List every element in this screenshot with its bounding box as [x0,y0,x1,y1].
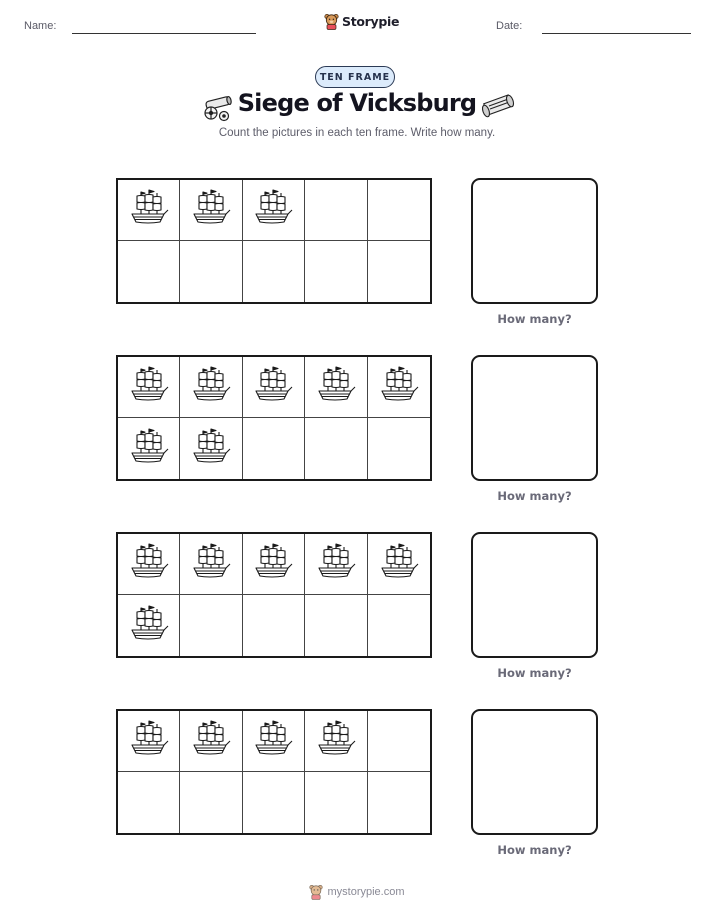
sailing-ship-icon [253,719,293,763]
ten-frame-4 [116,709,432,835]
sailing-ship-icon [191,188,231,232]
ten-frame-cell [118,772,180,833]
bear-mascot-icon [309,884,323,900]
sailing-ship-icon [191,427,231,471]
footer-url: mystorypie.com [327,886,405,898]
sailing-ship-icon [379,542,419,586]
storypie-logo [324,13,399,30]
ten-frame-cell [118,534,180,595]
sailing-ship-icon [191,542,231,586]
sailing-ship-icon [379,365,419,409]
ten-frame-cell [243,357,305,418]
page-title: Siege of Vicksburg [237,89,477,117]
sailing-ship-icon [129,188,169,232]
ten-frame-cell [243,711,305,772]
ten-frame-cell [368,711,430,772]
ten-frame-cell [243,241,305,302]
ten-frame-cell [180,241,242,302]
sailing-ship-icon [316,365,356,409]
footer [0,884,714,900]
sailing-ship-icon [129,365,169,409]
ten-frame-cell [243,418,305,479]
ten-frame-cell [368,418,430,479]
ten-frame-cell [305,241,367,302]
date-line[interactable] [542,33,691,34]
ten-frame-cell [243,534,305,595]
ten-frame-cell [305,595,367,656]
sailing-ship-icon [253,542,293,586]
ten-frame-1 [116,178,432,304]
ten-frame-cell [118,711,180,772]
sailing-ship-icon [253,365,293,409]
instructions: Count the pictures in each ten frame. Write how many. [218,127,496,139]
ten-frame-cell [118,241,180,302]
ten-frame-2 [116,355,432,481]
ten-frame-badge: TEN FRAME [315,66,395,88]
answer-box-3[interactable] [471,532,598,658]
ten-frame-cell [180,418,242,479]
sailing-ship-icon [129,427,169,471]
ten-frame-cell [368,534,430,595]
ten-frame-cell [180,180,242,241]
sailing-ship-icon [316,542,356,586]
ten-frame-cell [368,241,430,302]
ten-frame-cell [118,180,180,241]
name-line[interactable] [72,33,256,34]
ten-frame-cell [305,772,367,833]
date-label: Date: [496,20,523,32]
ten-frame-cell [180,595,242,656]
sailing-ship-icon [129,604,169,648]
ten-frame-cell [118,418,180,479]
sailing-ship-icon [129,719,169,763]
treaty-scroll-icon [480,93,516,119]
ten-frame-cell [243,772,305,833]
ten-frame-cell [180,357,242,418]
ten-frame-cell [180,534,242,595]
ten-frame-cell [243,180,305,241]
sailing-ship-icon [191,365,231,409]
ten-frame-cell [118,357,180,418]
ten-frame-cell [305,357,367,418]
ten-frame-cell [368,772,430,833]
brand-name: Storypie [342,14,400,29]
ten-frame-cell [305,418,367,479]
ten-frame-cell [180,711,242,772]
ten-frame-3 [116,532,432,658]
ten-frame-cell [368,357,430,418]
sailing-ship-icon [129,542,169,586]
answer-box-2[interactable] [471,355,598,481]
ten-frame-cell [118,595,180,656]
ten-frame-cell [180,772,242,833]
ten-frame-cell [305,534,367,595]
bear-mascot-icon [324,13,339,30]
ten-frame-cell [305,711,367,772]
ten-frame-cell [368,180,430,241]
ten-frame-cell [243,595,305,656]
sailing-ship-icon [191,719,231,763]
how-many-label-2: How many? [497,489,572,503]
answer-box-4[interactable] [471,709,598,835]
sailing-ship-icon [253,188,293,232]
how-many-label-3: How many? [497,666,572,680]
sailing-ship-icon [316,719,356,763]
ten-frame-cell [305,180,367,241]
answer-box-1[interactable] [471,178,598,304]
ten-frame-cell [368,595,430,656]
how-many-label-4: How many? [497,843,572,857]
name-label: Name: [24,20,57,32]
how-many-label-1: How many? [497,312,572,326]
